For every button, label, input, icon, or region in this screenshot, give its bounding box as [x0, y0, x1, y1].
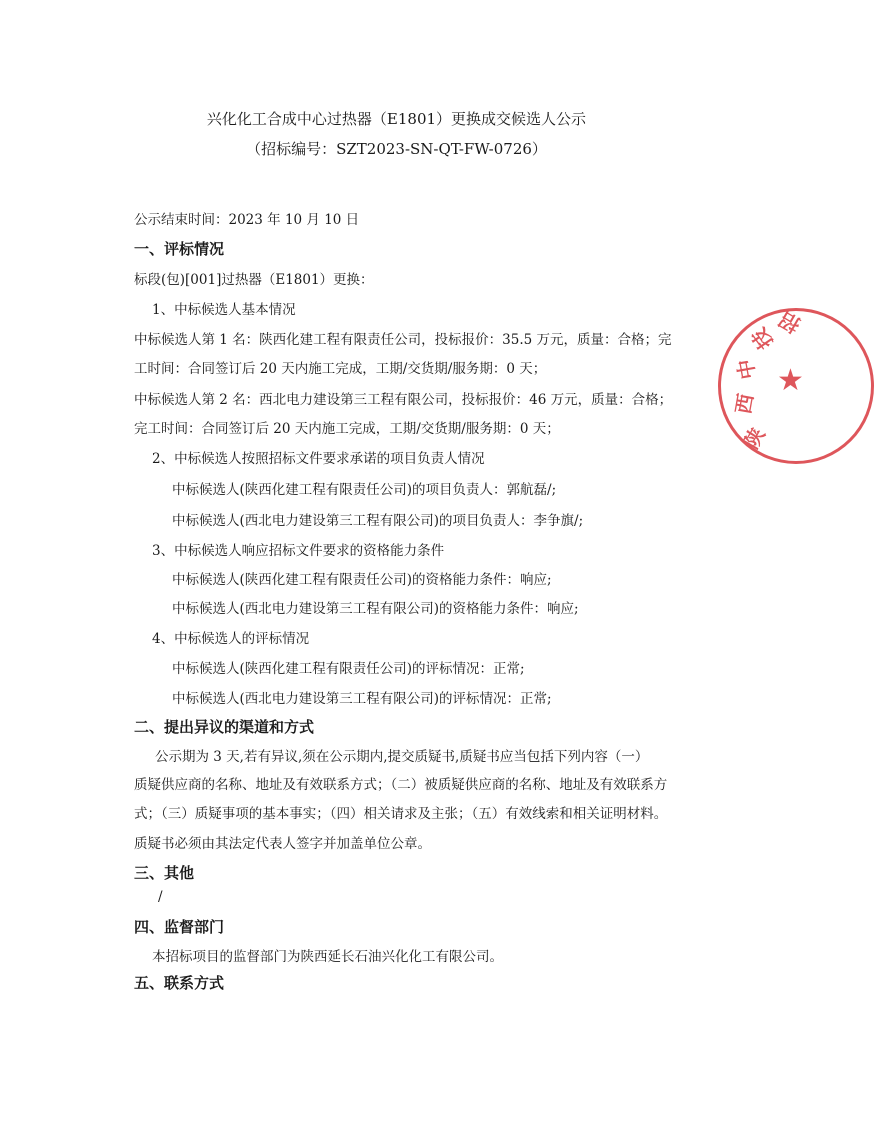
notice-end-time: 公示结束时间：2023 年 10 月 10 日 [134, 212, 360, 228]
seal-char-5: 招 [775, 306, 805, 338]
objection-paragraph-line-1: 公示期为 3 天,若有异议,须在公示期内,提交质疑书,质疑书应当包括下列内容（一） [155, 749, 649, 765]
evaluation-2: 中标候选人(西北电力建设第三工程有限公司)的评标情况：正常; [172, 691, 552, 707]
subheading-qualification: 3、中标候选人响应招标文件要求的资格能力条件 [152, 543, 445, 559]
evaluation-1: 中标候选人(陕西化建工程有限责任公司)的评标情况：正常; [172, 661, 525, 677]
candidate-2-line-1: 中标候选人第 2 名：西北电力建设第三工程有限公司，投标报价：46 万元，质量：合格； [134, 392, 673, 408]
project-manager-2: 中标候选人(西北电力建设第三工程有限公司)的项目负责人：李争旗/; [172, 513, 584, 529]
section-heading-objection: 二、提出异议的渠道和方式 [134, 718, 315, 736]
qualification-2: 中标候选人(西北电力建设第三工程有限公司)的资格能力条件：响应; [172, 601, 579, 617]
subheading-project-manager: 2、中标候选人按照招标文件要求承诺的项目负责人情况 [152, 451, 485, 467]
seal-char-3: 中 [732, 357, 761, 382]
tender-number: （招标编号：SZT2023-SN-QT-FW-0726） [246, 140, 547, 158]
seal-star-icon: ★ [777, 363, 804, 398]
section-heading-contact: 五、联系方式 [134, 974, 225, 992]
subheading-evaluation-status: 4、中标候选人的评标情况 [152, 631, 310, 647]
objection-paragraph-line-4: 质疑书必须由其法定代表人签字并加盖单位公章。 [134, 836, 431, 852]
supervision-content: 本招标项目的监督部门为陕西延长石油兴化化工有限公司。 [152, 949, 503, 965]
section-heading-evaluation: 一、评标情况 [134, 240, 225, 258]
objection-paragraph-line-3: 式；（三）质疑事项的基本事实；（四）相关请求及主张；（五）有效线索和相关证明材料。 [134, 806, 668, 822]
candidate-2-line-2: 完工时间：合同签订后 20 天内施工完成，工期/交货期/服务期：0 天； [134, 421, 560, 437]
objection-paragraph-line-2: 质疑供应商的名称、地址及有效联系方式；（二）被质疑供应商的名称、地址及有效联系方 [134, 777, 668, 793]
official-seal-stamp [718, 308, 874, 464]
section-heading-other: 三、其他 [134, 864, 195, 882]
document-title: 兴化化工合成中心过热器（E1801）更换成交候选人公示 [206, 110, 587, 128]
project-manager-1: 中标候选人(陕西化建工程有限责任公司)的项目负责人：郭航磊/; [172, 482, 557, 498]
seal-char-1: 陕 [738, 423, 770, 453]
candidate-1-line-2: 工时间：合同签订后 20 天内施工完成，工期/交货期/服务期：0 天； [134, 361, 547, 377]
seal-char-2: 西 [730, 391, 759, 416]
subheading-candidate-info: 1、中标候选人基本情况 [152, 302, 296, 318]
section-heading-supervision: 四、监督部门 [134, 918, 225, 936]
candidate-1-line-1: 中标候选人第 1 名：陕西化建工程有限责任公司，投标报价：35.5 万元，质量：合格；完 [134, 332, 672, 348]
other-content: / [158, 889, 163, 905]
seal-char-4: 技 [746, 323, 778, 354]
qualification-1: 中标候选人(陕西化建工程有限责任公司)的资格能力条件：响应; [172, 572, 552, 588]
lot-description: 标段(包)[001]过热器（E1801）更换： [134, 272, 374, 288]
